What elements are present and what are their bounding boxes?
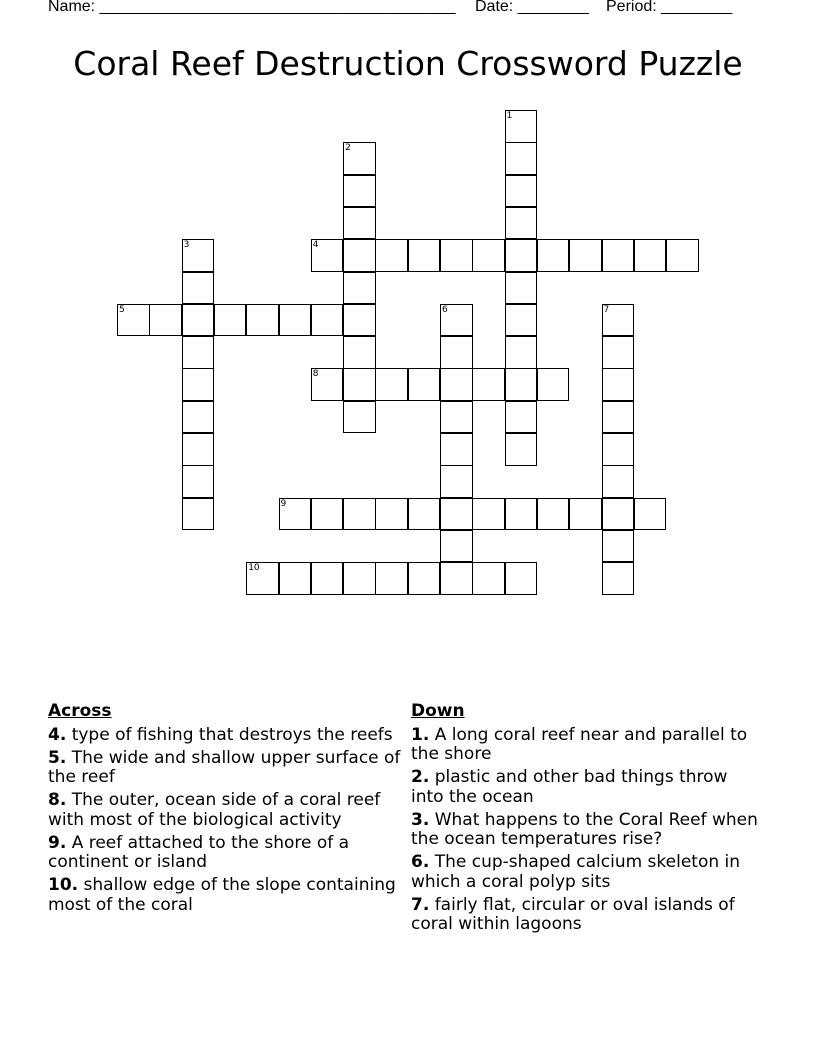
clue-down-3 [411,811,761,850]
grid-cell[interactable] [182,401,215,434]
grid-cell[interactable] [505,110,538,143]
grid-cell[interactable] [343,142,376,175]
clue-text: The cup-shaped calcium skeleton in which a coral polyp sits [411,852,741,892]
grid-cell[interactable] [343,368,376,401]
grid-cell[interactable] [182,304,215,337]
grid-cell[interactable] [279,562,312,595]
grid-cell[interactable] [472,562,505,595]
clue-text: A long coral reef near and parallel to the shore [411,724,748,764]
clue-number: 2. [411,767,430,787]
grid-cell[interactable] [343,272,376,305]
grid-cell[interactable] [343,336,376,369]
grid-cell[interactable] [602,433,635,466]
clue-number-label: 10 [248,563,260,574]
grid-cell[interactable] [569,239,602,272]
clue-across-5 [48,749,408,788]
grid-cell[interactable] [117,304,150,337]
grid-cell[interactable] [408,239,441,272]
period-field-label: Period: ________ [606,0,733,15]
clue-across-9 [48,834,408,873]
clue-number: 5. [48,747,67,768]
clue-down-2 [411,768,761,807]
clue-number-label: 3 [183,240,190,251]
grid-cell[interactable] [634,498,667,531]
grid-cell[interactable] [182,336,215,369]
grid-cell[interactable] [182,465,215,498]
grid-cell[interactable] [472,239,505,272]
grid-cell[interactable] [602,336,635,369]
grid-cell[interactable] [440,562,473,595]
grid-cell[interactable] [311,562,344,595]
clue-across-4 [48,726,408,746]
grid-cell[interactable] [182,239,215,272]
clue-number: 7. [411,894,430,915]
date-field-label: Date: ________ [475,0,589,15]
grid-cell[interactable] [440,239,473,272]
clue-number: 4. [48,724,67,745]
grid-cell[interactable] [311,368,344,401]
grid-cell[interactable] [666,239,699,272]
grid-cell[interactable] [182,272,215,305]
page-title: Coral Reef Destruction Crossword Puzzle [73,44,743,83]
clue-text: The wide and shallow upper surface of the reef [48,747,401,787]
down-clues [411,702,761,938]
down-heading: Down [411,701,465,721]
clue-text: plastic and other bad things throw into the ocean [411,767,728,807]
grid-cell[interactable] [214,304,247,337]
grid-cell[interactable] [149,304,182,337]
grid-cell[interactable] [182,368,215,401]
grid-cell[interactable] [375,562,408,595]
clue-number-label: 2 [345,143,351,154]
grid-cell[interactable] [279,304,312,337]
grid-cell[interactable] [505,304,538,337]
clue-across-10 [48,876,408,915]
clue-number: 9. [48,832,67,853]
clue-number-label: 7 [603,304,610,315]
grid-cell[interactable] [537,498,570,531]
grid-cell[interactable] [440,304,473,337]
grid-cell[interactable] [440,498,473,531]
clue-number-label: 6 [442,304,448,315]
grid-cell[interactable] [602,368,635,401]
grid-cell[interactable] [375,498,408,531]
grid-cell[interactable] [569,498,602,531]
clue-number: 10. [48,875,79,895]
clue-across-8 [48,791,408,830]
across-clues [48,702,408,919]
clue-down-7 [411,896,761,935]
grid-cell[interactable] [408,562,441,595]
grid-cell[interactable] [246,562,279,595]
grid-cell[interactable] [343,304,376,337]
grid-cell[interactable] [602,562,635,595]
grid-cell[interactable] [440,336,473,369]
grid-cell[interactable] [311,239,344,272]
grid-cell[interactable] [602,498,635,531]
grid-cell[interactable] [408,368,441,401]
grid-cell[interactable] [408,498,441,531]
grid-cell[interactable] [537,368,570,401]
grid-cell[interactable] [343,498,376,531]
grid-cell[interactable] [505,239,538,272]
clue-text: shallow edge of the slope containing most of the coral [48,875,396,915]
grid-cell[interactable] [440,433,473,466]
grid-cell[interactable] [505,498,538,531]
grid-cell[interactable] [343,239,376,272]
name-field-label: Name: ________________________________________ [48,0,456,15]
grid-cell[interactable] [505,368,538,401]
grid-cell[interactable] [375,239,408,272]
clue-number-label: 1 [506,111,513,121]
grid-cell[interactable] [472,498,505,531]
grid-cell[interactable] [634,239,667,272]
clue-number-label: 5 [119,304,125,315]
grid-cell[interactable] [182,433,215,466]
clue-number-label: 9 [280,498,287,509]
grid-cell[interactable] [343,175,376,208]
grid-cell[interactable] [505,175,538,208]
grid-cell[interactable] [279,498,312,531]
clue-number: 3. [411,809,430,830]
grid-cell[interactable] [246,304,279,337]
grid-cell[interactable] [602,304,635,337]
grid-cell[interactable] [505,433,538,466]
clue-text: A reef attached to the shore of a continent or island [48,832,350,872]
grid-cell[interactable] [505,562,538,595]
clue-number: 1. [411,724,430,745]
clue-text: The outer, ocean side of a coral reef with most of the biological activity [48,790,381,830]
clue-text: What happens to the Coral Reef when the ocean temperatures rise? [411,809,758,849]
grid-cell[interactable] [440,368,473,401]
clue-number: 8. [48,790,67,810]
grid-cell[interactable] [602,465,635,498]
grid-cell[interactable] [602,530,635,563]
grid-cell[interactable] [182,498,215,531]
clue-down-1 [411,726,761,765]
clue-number: 6. [411,852,430,872]
clue-number-label: 8 [312,369,319,380]
grid-cell[interactable] [537,239,570,272]
grid-cell[interactable] [440,401,473,434]
grid-cell[interactable] [602,401,635,434]
grid-cell[interactable] [343,401,376,434]
clue-text: fairly flat, circular or oval islands of coral within lagoons [411,894,735,934]
grid-cell[interactable] [440,530,473,563]
across-heading: Across [48,701,112,721]
grid-cell[interactable] [343,562,376,595]
clue-number-label: 4 [312,240,319,251]
grid-cell[interactable] [343,207,376,240]
grid-cell[interactable] [311,498,344,531]
clue-text: type of fishing that destroys the reefs [66,724,393,745]
grid-cell[interactable] [472,368,505,401]
grid-cell[interactable] [375,368,408,401]
grid-cell[interactable] [505,401,538,434]
grid-cell[interactable] [311,304,344,337]
clue-down-6 [411,853,761,892]
grid-cell[interactable] [505,336,538,369]
grid-cell[interactable] [505,207,538,240]
grid-cell[interactable] [602,239,635,272]
grid-cell[interactable] [505,142,538,175]
grid-cell[interactable] [505,272,538,305]
grid-cell[interactable] [440,465,473,498]
